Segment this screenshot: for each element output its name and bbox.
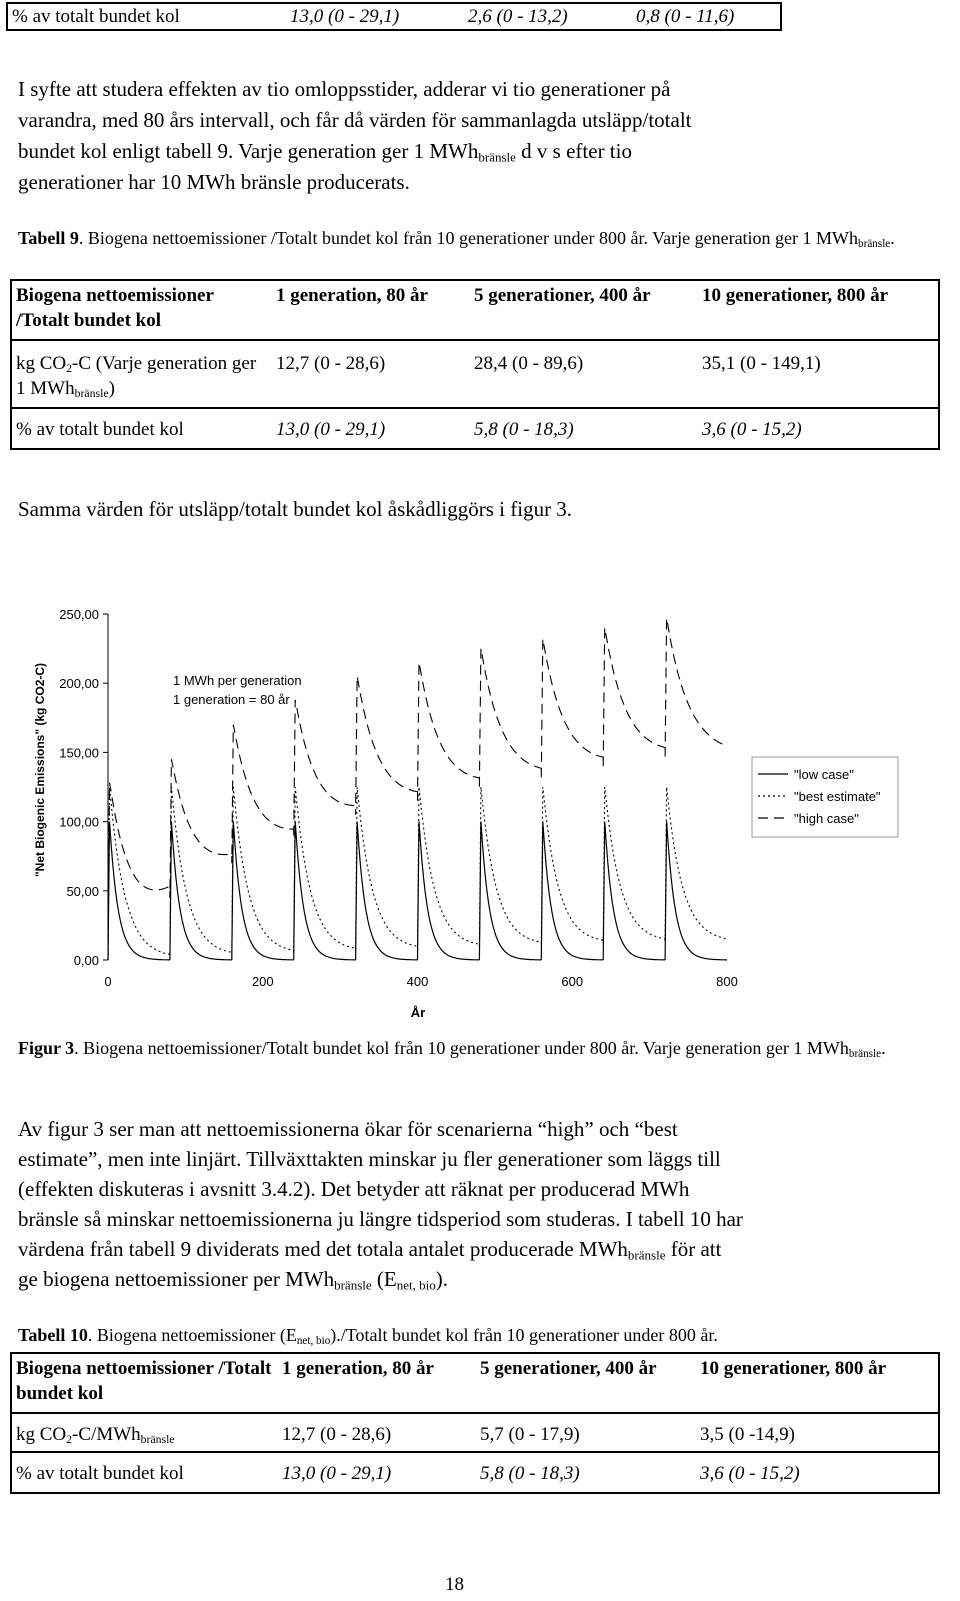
subscript: bränsle <box>848 1047 882 1060</box>
table-cell: 3,6 (0 - 15,2) <box>700 1463 800 1484</box>
text-line: bränsle så minskar nettoemissionerna ju längre tidsperiod som studeras. I tabell 10 har <box>18 1207 743 1231</box>
legend-label: "high case" <box>794 811 859 826</box>
column-header: 10 generationer, 800 år <box>696 1353 939 1413</box>
row-label: % av totalt bundet kol <box>16 419 184 440</box>
table-cell: 13,0 (0 - 29,1) <box>282 1463 392 1484</box>
column-header: Biogena nettoemissioner /Totalt bundet kol <box>11 280 272 340</box>
text-line: I syfte att studera effekten av tio omloppsstider, adderar vi tio generationer på <box>18 77 671 101</box>
table-9 <box>10 279 940 450</box>
column-header: 10 generationer, 800 år <box>698 280 939 340</box>
chart-legend <box>752 757 898 837</box>
column-header: 5 generationer, 400 år <box>476 1353 696 1413</box>
column-header: Biogena nettoemissioner /Totalt bundet kol <box>11 1353 278 1413</box>
y-tick-label: 100,00 <box>59 814 99 830</box>
figure-3-caption <box>18 1036 918 1061</box>
caption-text: . <box>890 228 895 248</box>
table-cell: 13,0 (0 - 29,1) <box>290 6 400 27</box>
x-tick-label: 600 <box>561 974 584 989</box>
paragraph-2: Samma värden för utsläpp/totalt bundet kol åskådliggörs i figur 3. <box>18 497 573 521</box>
subscript: net, bio <box>296 1334 331 1347</box>
subscript: net, bio <box>396 1277 436 1293</box>
chart-series <box>108 618 727 960</box>
cell-text: kg CO <box>16 1424 67 1445</box>
row-label <box>11 340 272 408</box>
text-line: ). <box>435 1267 449 1291</box>
caption-label: Tabell 9 <box>18 228 79 248</box>
row-label <box>11 1413 278 1452</box>
text-line: varandra, med 80 års intervall, och får då värden för sammanlagda utsläpp/totalt <box>18 108 692 132</box>
table-row <box>11 408 939 449</box>
column-header: 1 generation, 80 år <box>278 1353 476 1413</box>
x-tick-label: 200 <box>251 974 274 989</box>
table-row <box>11 1413 939 1452</box>
caption-label: Tabell 10 <box>18 1325 88 1345</box>
legend-label: "low case" <box>794 767 854 782</box>
text-line: (E <box>371 1267 397 1291</box>
text-line: Av figur 3 ser man att nettoemissionerna ökar för scenarierna “high” och “best <box>18 1117 678 1141</box>
subscript: bränsle <box>334 1277 372 1293</box>
table-8-tail <box>6 2 782 31</box>
subscript: bränsle <box>478 149 516 165</box>
y-axis-label: "Net Biogenic Emissions" (kg CO2-C) <box>33 662 47 878</box>
table-cell: 5,8 (0 - 18,3) <box>474 419 574 440</box>
subscript: 2 <box>66 1432 73 1446</box>
subscript: bränsle <box>74 386 109 400</box>
text-line: bundet kol enligt tabell 9. Varje generation ger 1 MWh <box>18 139 479 163</box>
table-cell: % av totalt bundet kol <box>12 6 180 27</box>
table-9-caption <box>18 226 918 251</box>
caption-text: . Biogena nettoemissioner/Totalt bundet kol från 10 generationer under 800 år. Varje generation ger 1 MWh <box>74 1038 849 1058</box>
subscript: bränsle <box>858 237 891 250</box>
table-cell: 0,8 (0 - 11,6) <box>636 6 735 27</box>
table-row <box>11 340 939 408</box>
text-line: för att <box>665 1237 722 1261</box>
y-tick-label: 150,00 <box>59 745 99 761</box>
x-tick-label: 0 <box>104 974 112 989</box>
table-row <box>7 3 781 30</box>
table-row <box>11 1452 939 1493</box>
y-tick-label: 200,00 <box>59 676 99 692</box>
cell-text: kg CO <box>16 353 67 374</box>
cell-text: -C (Varje generation ger 1 MWh <box>16 353 257 399</box>
x-tick-label: 800 <box>716 974 738 989</box>
table-header-row <box>11 1353 939 1413</box>
caption-text: . Biogena nettoemissioner (E <box>87 1325 297 1345</box>
table-cell: 2,6 (0 - 13,2) <box>468 6 568 27</box>
table-cell: 3,5 (0 -14,9) <box>696 1413 939 1452</box>
chart-axes <box>59 607 738 989</box>
chart-annotation: 1 generation = 80 år <box>173 692 290 707</box>
caption-text: . Biogena nettoemissioner /Totalt bundet kol från 10 generationer under 800 år. Varje generation ger 1 MWh <box>78 228 859 248</box>
cell-text: ) <box>108 378 115 399</box>
caption-text: )./Totalt bundet kol från 10 generationer under 800 år. <box>330 1325 718 1345</box>
column-header: 1 generation, 80 år <box>272 280 470 340</box>
table-cell: 13,0 (0 - 29,1) <box>276 419 386 440</box>
table-cell: 5,7 (0 - 17,9) <box>476 1413 696 1452</box>
paragraph-3 <box>18 1114 938 1294</box>
text-line: ge biogena nettoemissioner per MWh <box>18 1267 335 1291</box>
x-axis-label: År <box>410 1005 426 1020</box>
cell-text: -C/MWh <box>72 1424 141 1445</box>
subscript: bränsle <box>627 1247 666 1263</box>
table-cell: 3,6 (0 - 15,2) <box>702 419 802 440</box>
text-line: generationer har 10 MWh bränsle producerats. <box>18 170 410 194</box>
text-line: d v s efter tio <box>515 139 632 163</box>
caption-label: Figur 3 <box>18 1038 75 1058</box>
table-cell: 35,1 (0 - 149,1) <box>698 340 939 408</box>
subscript: 2 <box>66 361 73 375</box>
y-tick-label: 0,00 <box>73 953 99 968</box>
caption-text: . <box>881 1038 886 1058</box>
text-line: estimate”, men inte linjärt. Tillväxttakten minskar ju fler generationer som läggs till <box>18 1147 721 1171</box>
figure-3-chart <box>0 580 960 1040</box>
x-tick-label: 400 <box>406 974 429 989</box>
table-cell: 5,8 (0 - 18,3) <box>480 1463 580 1484</box>
column-header: 5 generationer, 400 år <box>470 280 698 340</box>
paragraph-1 <box>18 74 938 198</box>
subscript: bränsle <box>140 1432 175 1446</box>
table-cell: 28,4 (0 - 89,6) <box>470 340 698 408</box>
y-tick-label: 250,00 <box>59 607 99 622</box>
y-tick-label: 50,00 <box>66 883 99 899</box>
text-line: (effekten diskuteras i avsnitt 3.4.2). Det betyder att räknat per producerad MWh <box>18 1177 690 1201</box>
table-cell: 12,7 (0 - 28,6) <box>272 340 470 408</box>
row-label: % av totalt bundet kol <box>16 1463 184 1484</box>
chart-annotation: 1 MWh per generation <box>173 673 302 688</box>
legend-label: "best estimate" <box>794 789 881 804</box>
table-header-row <box>11 280 939 340</box>
table-cell: 12,7 (0 - 28,6) <box>278 1413 476 1452</box>
table-10-caption <box>18 1323 918 1348</box>
text-line: värdena från tabell 9 dividerats med det totala antalet producerade MWh <box>18 1237 628 1261</box>
page-number: 18 <box>445 1574 464 1595</box>
table-10 <box>10 1352 940 1494</box>
